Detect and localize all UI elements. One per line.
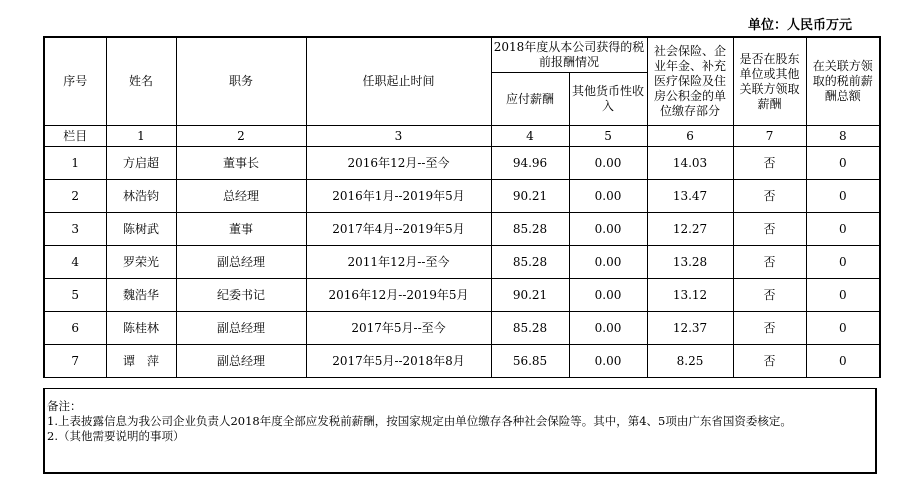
cell-salary: 90.21 — [491, 180, 569, 213]
cell-tenure: 2017年4月--2019年5月 — [306, 213, 491, 246]
notes-section — [43, 388, 877, 474]
cell-title: 总经理 — [176, 180, 306, 213]
table-row — [44, 279, 880, 312]
column-number: 5 — [569, 126, 647, 147]
cell-name: 陈桂林 — [106, 312, 176, 345]
table-row — [44, 345, 880, 378]
cell-name: 陈树武 — [106, 213, 176, 246]
cell-title: 副总经理 — [176, 246, 306, 279]
header-related-paid: 是否在股东单位或其他关联方领取薪酬 — [733, 37, 806, 126]
header-tenure: 任职起止时间 — [306, 37, 491, 126]
cell-social: 13.28 — [647, 246, 733, 279]
header-related-amount: 在关联方领取的税前薪酬总额 — [806, 37, 880, 126]
cell-seq: 5 — [44, 279, 106, 312]
cell-salary: 85.28 — [491, 213, 569, 246]
cell-amount: 0 — [806, 147, 880, 180]
cell-name: 谭 萍 — [106, 345, 176, 378]
column-number: 2 — [176, 126, 306, 147]
cell-seq: 4 — [44, 246, 106, 279]
cell-amount: 0 — [806, 180, 880, 213]
column-number: 8 — [806, 126, 880, 147]
table-row — [44, 147, 880, 180]
header-name: 姓名 — [106, 37, 176, 126]
cell-related: 否 — [733, 246, 806, 279]
cell-seq: 2 — [44, 180, 106, 213]
cell-amount: 0 — [806, 312, 880, 345]
cell-other: 0.00 — [569, 345, 647, 378]
cell-salary: 85.28 — [491, 312, 569, 345]
cell-related: 否 — [733, 345, 806, 378]
cell-name: 罗荣光 — [106, 246, 176, 279]
notes-line-2: 2.（其他需要说明的事项） — [47, 429, 185, 443]
cell-title: 副总经理 — [176, 345, 306, 378]
cell-other: 0.00 — [569, 147, 647, 180]
notes-heading: 备注： — [47, 399, 82, 413]
notes-line-1: 1.上表披露信息为我公司企业负责人2018年度全部应发税前薪酬，按国家规定由单位缴存各种社会保险等。其中，第4、5项由广东省国资委核定。 — [47, 414, 792, 428]
cell-seq: 1 — [44, 147, 106, 180]
cell-social: 13.47 — [647, 180, 733, 213]
cell-related: 否 — [733, 213, 806, 246]
cell-related: 否 — [733, 312, 806, 345]
cell-salary: 56.85 — [491, 345, 569, 378]
cell-related: 否 — [733, 147, 806, 180]
header-social: 社会保险、企业年金、补充医疗保险及住房公积金的单位缴存部分 — [647, 37, 733, 126]
cell-title: 纪委书记 — [176, 279, 306, 312]
cell-tenure: 2011年12月--至今 — [306, 246, 491, 279]
cell-name: 方启超 — [106, 147, 176, 180]
column-number: 6 — [647, 126, 733, 147]
cell-amount: 0 — [806, 279, 880, 312]
cell-name: 林浩钧 — [106, 180, 176, 213]
table-row — [44, 312, 880, 345]
cell-amount: 0 — [806, 213, 880, 246]
cell-social: 13.12 — [647, 279, 733, 312]
header-salary: 应付薪酬 — [491, 73, 569, 126]
header-other-income: 其他货币性收入 — [569, 73, 647, 126]
column-number: 4 — [491, 126, 569, 147]
column-number: 7 — [733, 126, 806, 147]
column-number: 1 — [106, 126, 176, 147]
cell-other: 0.00 — [569, 213, 647, 246]
cell-salary: 94.96 — [491, 147, 569, 180]
cell-seq: 3 — [44, 213, 106, 246]
cell-amount: 0 — [806, 345, 880, 378]
cell-title: 副总经理 — [176, 312, 306, 345]
table-row — [44, 180, 880, 213]
cell-social: 12.27 — [647, 213, 733, 246]
cell-name: 魏浩华 — [106, 279, 176, 312]
cell-tenure: 2016年12月--至今 — [306, 147, 491, 180]
cell-tenure: 2017年5月--2018年8月 — [306, 345, 491, 378]
cell-seq: 6 — [44, 312, 106, 345]
cell-tenure: 2016年12月--2019年5月 — [306, 279, 491, 312]
cell-title: 董事长 — [176, 147, 306, 180]
cell-title: 董事 — [176, 213, 306, 246]
cell-tenure: 2017年5月--至今 — [306, 312, 491, 345]
compensation-table — [43, 36, 881, 378]
unit-label: 单位：人民币万元 — [747, 18, 852, 33]
table-row — [44, 246, 880, 279]
cell-social: 12.37 — [647, 312, 733, 345]
column-number: 3 — [306, 126, 491, 147]
cell-related: 否 — [733, 279, 806, 312]
table-row — [44, 213, 880, 246]
cell-salary: 85.28 — [491, 246, 569, 279]
cell-other: 0.00 — [569, 246, 647, 279]
cell-amount: 0 — [806, 246, 880, 279]
header-title: 职务 — [176, 37, 306, 126]
cell-other: 0.00 — [569, 279, 647, 312]
header-seq: 序号 — [44, 37, 106, 126]
header-group: 2018年度从本公司获得的税前报酬情况 — [491, 37, 647, 73]
cell-social: 8.25 — [647, 345, 733, 378]
cell-social: 14.03 — [647, 147, 733, 180]
column-number: 栏目 — [44, 126, 106, 147]
cell-seq: 7 — [44, 345, 106, 378]
cell-tenure: 2016年1月--2019年5月 — [306, 180, 491, 213]
cell-salary: 90.21 — [491, 279, 569, 312]
cell-other: 0.00 — [569, 180, 647, 213]
cell-other: 0.00 — [569, 312, 647, 345]
cell-related: 否 — [733, 180, 806, 213]
